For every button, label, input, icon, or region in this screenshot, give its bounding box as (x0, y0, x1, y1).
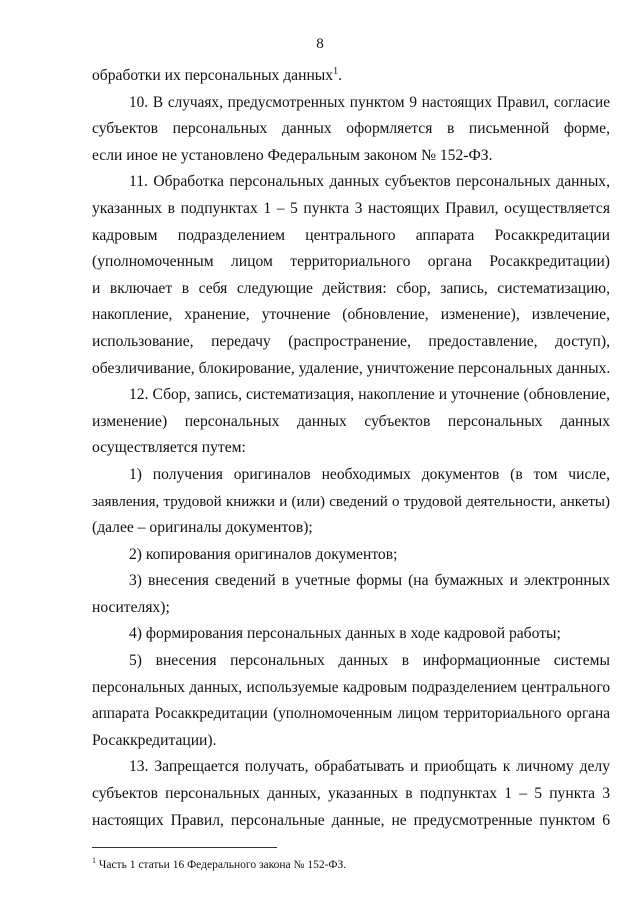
page-number: 8 (316, 36, 324, 52)
line-text: носителях); (92, 598, 170, 616)
line-text: настоящих Правил, персональные данные, не предусмотренные пунктом 6 (92, 811, 610, 829)
text-line (92, 143, 610, 170)
line-text: изменение) персональных данных субъектов персональных данных (92, 412, 610, 430)
line-text: 3) внесения сведений в учетные формы (на бумажных и электронных (129, 572, 610, 590)
text-line (92, 675, 610, 702)
text-line (92, 302, 610, 329)
line-text: 12. Сбор, запись, систематизация, накопление и уточнение (обновление, (129, 386, 610, 404)
text-line (92, 116, 610, 143)
line-text: (уполномоченным лицом территориального органа Росаккредитации) (92, 253, 610, 271)
text-line (92, 249, 610, 276)
line-text: (далее – оригиналы документов); (92, 519, 313, 537)
text-line (92, 808, 610, 835)
line-text: 2) копирования оригиналов документов; (129, 545, 398, 563)
line-text: указанных в подпунктах 1 – 5 пункта 3 настоящих Правил, осуществляется (92, 199, 610, 217)
text-line (92, 435, 610, 462)
line-text: кадровым подразделением центрального аппарата Росаккредитации (92, 226, 610, 244)
text-line (92, 754, 610, 781)
text-line (92, 621, 610, 648)
line-text: накопление, хранение, уточнение (обновление, изменение), извлечение, (92, 306, 610, 324)
line-text: 13. Запрещается получать, обрабатывать и приобщать к личному делу (129, 758, 610, 776)
line-text: обезличивание, блокирование, удаление, уничтожение персональных данных. (92, 359, 610, 377)
footnote-divider (92, 847, 277, 848)
line-text: заявления, трудовой книжки и (или) сведений о трудовой деятельности, анкеты) (92, 493, 610, 510)
line-text: субъектов персональных данных оформляется в письменной форме, (92, 120, 610, 138)
text-line (92, 169, 610, 196)
text-line (92, 462, 610, 489)
line-text: 1) получения оригиналов необходимых документов (в том числе, (129, 465, 610, 483)
text-line (92, 568, 610, 595)
text-line (92, 223, 610, 250)
line-text: если иное не установлено Федеральным законом № 152-ФЗ. (92, 146, 493, 164)
text-line (92, 356, 610, 383)
text-line (92, 542, 610, 569)
footnote-text: Часть 1 статьи 16 Федерального закона № 152-ФЗ. (96, 859, 347, 871)
text-line (92, 728, 610, 755)
text-line (92, 329, 610, 356)
text-line (92, 90, 610, 117)
text-line (92, 489, 610, 516)
text-line (92, 648, 610, 675)
text-line (92, 276, 610, 303)
line-text: 5) внесения персональных данных в информационные системы (129, 652, 610, 670)
text-line (92, 781, 610, 808)
text-line (92, 409, 610, 436)
body-text (92, 63, 610, 834)
line-text: субъектов персональных данных, указанных в подпунктах 1 – 5 пункта 3 (92, 785, 610, 803)
text-line (92, 382, 610, 409)
footnote-reference: 1 (333, 65, 339, 77)
line-text: аппарата Росаккредитации (уполномоченным лицом территориального органа (92, 705, 610, 723)
footnote-marker: 1 (92, 856, 96, 866)
line-text: осуществляется путем: (92, 439, 246, 457)
text-line (92, 595, 610, 622)
line-text: 10. В случаях, предусмотренных пунктом 9 настоящих Правил, согласие (129, 93, 610, 111)
text-line (92, 63, 610, 90)
text-line (92, 515, 610, 542)
line-tail: . (338, 67, 342, 84)
line-text: обработки их персональных данных (92, 67, 334, 84)
line-text: Росаккредитации). (92, 731, 217, 749)
line-text: 4) формирования персональных данных в ходе кадровой работы; (129, 625, 561, 643)
text-line (92, 196, 610, 223)
line-text: 11. Обработка персональных данных субъектов персональных данных, (129, 173, 610, 191)
footnote (92, 858, 610, 872)
line-text: персональных данных, используемые кадровым подразделением центрального (92, 678, 610, 696)
line-text: и включает в себя следующие действия: сбор, запись, систематизацию, (92, 279, 610, 297)
text-line (92, 701, 610, 728)
line-text: использование, передачу (распространение, предоставление, доступ), (92, 332, 610, 350)
